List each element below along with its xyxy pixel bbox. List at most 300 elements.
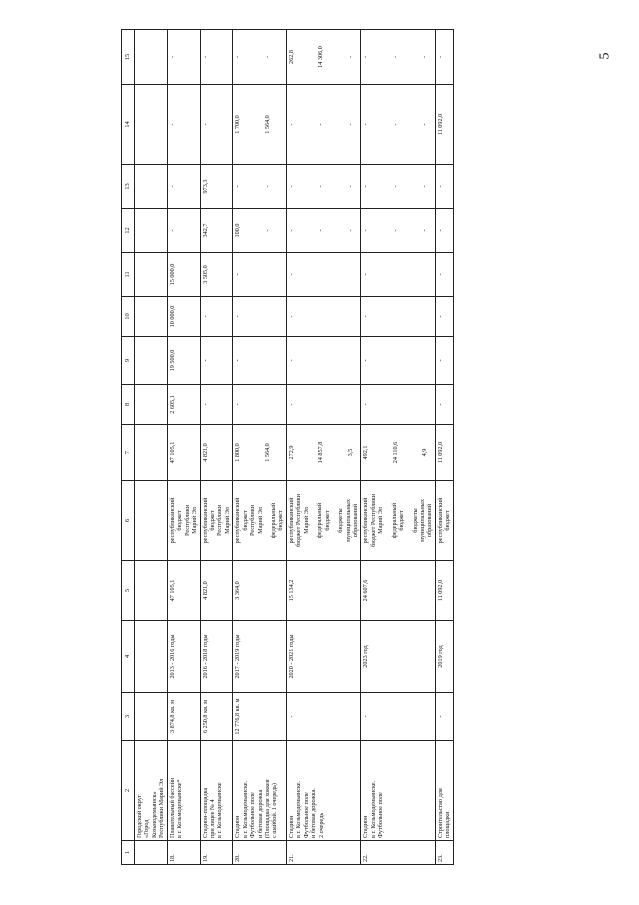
cell-value: - <box>436 273 444 276</box>
table-cell <box>361 693 436 741</box>
spacer <box>370 427 392 478</box>
spacer <box>399 87 421 162</box>
cell-value: 100,0 <box>234 223 242 238</box>
funding-source-line: Республики <box>249 504 257 537</box>
table-cell <box>233 741 287 841</box>
funding-source-line: Республики <box>183 504 191 537</box>
funding-source <box>337 483 359 558</box>
funding-source-line: бюджет <box>398 510 406 531</box>
cell-value: - <box>362 123 370 126</box>
col-header: 9 <box>122 337 135 385</box>
table-cell <box>435 297 453 337</box>
funding-source-line: бюджеты <box>337 508 345 533</box>
group-header-row <box>135 30 168 865</box>
cell-value: 47 105,1 <box>168 579 176 602</box>
cell-value: 18. <box>168 854 176 862</box>
funding-source-line: бюджеты <box>411 508 419 533</box>
cell-value: - <box>287 229 295 232</box>
table-cell <box>435 841 453 865</box>
funding-source <box>437 483 452 558</box>
table-cell <box>361 165 436 209</box>
funding-source-line: Республики <box>216 504 224 537</box>
funding-source-line: федеральный <box>390 502 398 539</box>
object-name-line: Строительство для <box>436 788 444 838</box>
cell-value: - <box>346 229 354 232</box>
table-cell <box>286 30 361 85</box>
cell-value: - <box>234 315 242 318</box>
spacer <box>370 32 392 82</box>
spacer <box>325 87 347 162</box>
cell-value: 47 105,1 <box>168 441 176 464</box>
cell-value: - <box>168 123 176 126</box>
table-cell <box>286 297 361 337</box>
group-title-line: «Город <box>143 819 151 838</box>
funding-source <box>169 483 199 558</box>
table-cell <box>286 561 361 621</box>
table-cell <box>135 209 168 253</box>
funding-source-line: бюджет <box>277 510 285 531</box>
object-name-line: 2 очередь <box>317 812 325 838</box>
table-cell <box>233 30 287 85</box>
table-cell <box>435 385 453 425</box>
table-cell <box>167 30 200 85</box>
object-name-line: в г. Козьмодемьянске. <box>369 780 377 838</box>
spacer <box>325 427 347 478</box>
table-cell <box>167 481 200 561</box>
table-cell <box>233 561 287 621</box>
col-header: 12 <box>122 209 135 253</box>
table-cell <box>200 693 233 741</box>
spacer <box>370 87 392 162</box>
rotated-table-container <box>121 30 639 865</box>
object-name-line: при лицее № 4 <box>208 799 216 838</box>
group-title-line: Городской округ <box>136 794 143 838</box>
table-cell <box>135 297 168 337</box>
cell-value: 19. <box>201 854 209 862</box>
table-cell <box>233 253 287 297</box>
funding-source-line: бюджет Республики <box>369 494 377 547</box>
cell-value: 19 500,0 <box>168 349 176 372</box>
col-header: 15 <box>122 30 135 85</box>
funding-source-line: Марий Эл <box>223 507 231 534</box>
cell-value: - <box>421 55 429 59</box>
cell-value: 342,7 <box>201 223 209 238</box>
table-cell <box>286 85 361 165</box>
col-header: 4 <box>122 621 135 693</box>
funding-source-line: республиканский <box>436 497 444 544</box>
table-cell <box>233 693 287 741</box>
table-cell <box>135 337 168 385</box>
table-cell <box>200 481 233 561</box>
cell-value: - <box>391 229 399 232</box>
cell-value: - <box>234 55 242 59</box>
table-cell <box>135 253 168 297</box>
spacer <box>242 167 264 206</box>
cell-value: 262,8 <box>287 50 295 64</box>
object-name-line: Стадион <box>362 815 370 838</box>
col-header: 1 <box>122 841 135 865</box>
table-cell <box>200 561 233 621</box>
cell-value: 3 505,0 <box>201 265 209 284</box>
table-cell <box>286 621 361 693</box>
table-cell <box>167 253 200 297</box>
funding-source-line: федеральный <box>316 502 324 539</box>
table-cell <box>200 165 233 209</box>
table-cell <box>361 30 436 85</box>
object-name-line: Плавательный бассейн <box>168 777 176 838</box>
column-number-row <box>122 30 135 865</box>
table-cell <box>233 841 287 865</box>
spacer <box>242 32 264 82</box>
cell-value: 4 821,0 <box>201 443 209 462</box>
col-header: 8 <box>122 385 135 425</box>
cell-value: - <box>287 403 295 406</box>
cell-value: - <box>362 359 370 362</box>
cell-value: 15 134,2 <box>287 579 295 602</box>
funding-source <box>270 483 285 558</box>
table-cell <box>200 841 233 865</box>
cell-value: - <box>391 55 399 59</box>
table-cell <box>167 165 200 209</box>
table-row <box>361 30 436 865</box>
object-name-line: (Площадка для хоккея <box>264 779 271 838</box>
spacer <box>295 32 317 82</box>
table-cell <box>167 209 200 253</box>
cell-value: - <box>362 55 370 59</box>
cell-value: 2023 год <box>362 645 370 668</box>
table-cell <box>361 385 436 425</box>
spacer <box>242 87 264 162</box>
cell-value: - <box>201 403 209 406</box>
table-row <box>233 30 287 865</box>
col-header: 10 <box>122 297 135 337</box>
spacer <box>295 211 317 250</box>
cell-value: 14 857,8 <box>317 441 325 464</box>
cell-value: 2013 - 2016 годы <box>168 634 176 679</box>
cell-value: - <box>234 359 242 362</box>
cell-value: - <box>346 185 354 188</box>
object-name-line: в г. Козьмодемьянске. <box>295 780 303 838</box>
table-cell <box>135 693 168 741</box>
table-cell <box>435 165 453 209</box>
col-header: 2 <box>122 741 135 841</box>
object-name-line: Стадион <box>234 815 242 838</box>
cell-value: - <box>317 185 325 188</box>
cell-value: - <box>287 315 295 318</box>
cell-value: - <box>263 185 271 188</box>
funding-source-line: республиканский <box>362 497 370 544</box>
cell-value: 2020 - 2021 годы <box>287 634 295 679</box>
cell-value: - <box>287 359 295 362</box>
funding-source-line: республиканский <box>287 497 295 544</box>
table-row <box>200 30 233 865</box>
cell-value: 10 000,0 <box>168 305 176 328</box>
spacer <box>295 427 317 478</box>
table-cell <box>135 85 168 165</box>
table-cell <box>135 561 168 621</box>
funding-source-line: Марий Эл <box>191 507 199 534</box>
cell-value: - <box>421 185 429 188</box>
table-cell <box>167 741 200 841</box>
funding-source-line: республиканский <box>201 497 209 544</box>
cell-value: 2017 - 2019 годы <box>234 634 242 679</box>
cell-value: - <box>436 315 444 318</box>
table-cell <box>167 385 200 425</box>
table-row <box>286 30 361 865</box>
cell-value: - <box>201 123 209 126</box>
object-name-line: с шайбой. 1 очередь) <box>271 783 279 838</box>
cell-value: 2019 год <box>436 645 444 668</box>
table-cell <box>286 385 361 425</box>
cell-value: - <box>436 55 444 59</box>
spacer <box>295 167 317 206</box>
cell-value: 22. <box>362 854 370 862</box>
table-cell <box>435 741 453 841</box>
cell-value: 3,5 <box>346 448 354 457</box>
table-cell <box>167 621 200 693</box>
funding-source <box>412 483 434 558</box>
table-cell <box>286 841 361 865</box>
cell-value: - <box>201 55 209 59</box>
funding-source-line: бюджет <box>323 510 331 531</box>
table-cell <box>286 425 361 481</box>
cell-value: - <box>234 403 242 406</box>
cell-value: 12 776,8 кв. м <box>234 698 242 735</box>
table-row <box>167 30 200 865</box>
table-cell <box>361 253 436 297</box>
table-cell <box>435 561 453 621</box>
table-cell <box>286 693 361 741</box>
table-cell <box>167 337 200 385</box>
funding-source-line: республиканский <box>168 497 176 544</box>
table-cell <box>200 741 233 841</box>
cell-value: - <box>263 55 271 59</box>
table-cell <box>135 621 168 693</box>
table-cell <box>167 85 200 165</box>
table-cell <box>361 337 436 385</box>
cell-value: 21. <box>287 854 295 862</box>
table-cell <box>200 297 233 337</box>
table-cell <box>167 561 200 621</box>
table-cell <box>435 425 453 481</box>
group-title-line: Козьмодемьянск» <box>150 791 158 838</box>
funding-source-line: республиканский <box>234 497 242 544</box>
cell-value: - <box>234 273 242 276</box>
object-name-line: в г. Козьмодемьянске <box>216 782 224 838</box>
cell-value: 24 110,6 <box>391 441 399 464</box>
cell-value: 11 092,0 <box>436 441 444 464</box>
spacer <box>325 211 347 250</box>
funding-source-line: федеральный <box>270 502 277 539</box>
cell-value: - <box>287 185 295 188</box>
spacer <box>399 167 421 206</box>
table-cell <box>167 425 200 481</box>
cell-value: - <box>263 229 271 232</box>
table-cell <box>361 621 436 693</box>
funding-source <box>234 483 264 558</box>
table-cell <box>135 385 168 425</box>
cell-value: 4,9 <box>421 448 429 457</box>
table-cell <box>233 85 287 165</box>
cell-value: 11 092,0 <box>436 579 444 602</box>
spacer <box>399 427 421 478</box>
funding-source <box>202 483 232 558</box>
spacer <box>325 167 347 206</box>
table-cell <box>233 385 287 425</box>
cell-value: - <box>287 715 295 718</box>
cell-value: - <box>421 123 429 126</box>
table-cell <box>435 481 453 561</box>
table-cell <box>233 209 287 253</box>
table-cell <box>200 209 233 253</box>
table-cell <box>286 165 361 209</box>
col-header: 13 <box>122 165 135 209</box>
funding-source-line: образований <box>351 503 359 538</box>
table-cell <box>435 337 453 385</box>
table-cell <box>435 209 453 253</box>
table-cell <box>233 621 287 693</box>
spacer <box>295 87 317 162</box>
table-cell <box>361 481 436 561</box>
funding-source <box>316 483 331 558</box>
object-name-line: и беговая дорожка. <box>310 788 318 838</box>
cell-value: 3 364,0 <box>234 581 242 600</box>
funding-source-line: бюджет <box>444 510 452 531</box>
spacer <box>242 427 264 478</box>
cell-value: 2016 - 2018 годы <box>201 634 209 679</box>
cell-value: - <box>317 229 325 232</box>
cell-value: - <box>362 273 370 276</box>
table-cell <box>200 30 233 85</box>
col-header: 3 <box>122 693 135 741</box>
group-title-line: Республики Марий Эл <box>158 778 166 838</box>
col-header: 5 <box>122 561 135 621</box>
table-cell <box>286 337 361 385</box>
cell-value: - <box>168 229 176 232</box>
table-body <box>135 30 454 865</box>
table-cell <box>286 481 361 561</box>
col-header: 7 <box>122 425 135 481</box>
cell-value: 1 564,0 <box>263 443 271 462</box>
funding-source-line: муниципальных <box>419 499 426 542</box>
table-cell <box>233 481 287 561</box>
cell-value: 4 821,0 <box>201 581 209 600</box>
cell-value: - <box>436 715 444 718</box>
cell-value: - <box>436 403 444 406</box>
table-cell <box>361 425 436 481</box>
cell-value: 11 092,0 <box>436 113 444 136</box>
table-cell <box>435 85 453 165</box>
table-row <box>435 30 453 865</box>
funding-source-line: муниципальных <box>344 499 352 542</box>
funding-source-line: бюджет <box>241 510 249 531</box>
cell-value: - <box>362 403 370 406</box>
cell-value: - <box>346 123 354 126</box>
table-cell <box>135 165 168 209</box>
object-name-line: площадки <box>444 811 452 838</box>
funding-source-line: бюджет Республики <box>295 494 303 547</box>
cell-value: 1 800,0 <box>234 443 242 462</box>
table-cell <box>435 253 453 297</box>
spacer <box>370 167 392 206</box>
cell-value: 973,3 <box>201 179 209 194</box>
cell-value: - <box>391 123 399 126</box>
table-cell <box>286 741 361 841</box>
table-cell <box>200 425 233 481</box>
cell-value: - <box>168 55 176 59</box>
funding-source-line: бюджет <box>208 510 216 531</box>
col-header: 14 <box>122 85 135 165</box>
cell-value: - <box>436 359 444 362</box>
funding-source-line: Марий Эл <box>256 507 264 534</box>
table-cell <box>361 741 436 841</box>
cell-value: - <box>201 359 209 362</box>
funding-source-line: Марий Эл <box>302 507 310 534</box>
table-cell <box>361 297 436 337</box>
funding-source-line: бюджет <box>176 510 184 531</box>
group-title-cell <box>135 741 168 841</box>
table-cell <box>361 841 436 865</box>
funding-source <box>391 483 406 558</box>
table-cell <box>233 337 287 385</box>
table-cell <box>435 693 453 741</box>
table-cell <box>361 85 436 165</box>
cell-value: - <box>362 715 370 718</box>
cell-value: - <box>391 185 399 188</box>
table-cell <box>233 297 287 337</box>
table-cell <box>167 693 200 741</box>
cell-value: 492,1 <box>362 445 370 460</box>
table-cell <box>200 621 233 693</box>
table-cell <box>167 841 200 865</box>
cell-value: - <box>234 185 242 188</box>
funding-source-line: образований <box>426 503 434 538</box>
table-cell <box>361 209 436 253</box>
table-cell <box>200 85 233 165</box>
object-name-line: в г. Козьмодемьянске. <box>241 780 249 838</box>
spacer <box>370 211 392 250</box>
cell-value: 24 607,6 <box>362 579 370 602</box>
cell-value: 6 250,8 кв. м <box>201 699 209 734</box>
table-cell <box>286 209 361 253</box>
spacer <box>399 32 421 82</box>
table-cell <box>200 253 233 297</box>
cell-value: 3 874,8 кв. м <box>168 699 176 734</box>
object-name-line: Стадион-площадка <box>201 787 209 838</box>
table-cell <box>135 481 168 561</box>
table-cell <box>233 425 287 481</box>
table-cell <box>167 297 200 337</box>
table-cell <box>135 30 168 85</box>
cell-value: 1 700,0 <box>234 115 242 134</box>
cell-value: - <box>436 229 444 232</box>
object-name-line: Футбольное поле <box>249 792 257 838</box>
object-name-line: и беговая дорожка <box>256 789 264 838</box>
cell-value: - <box>287 273 295 276</box>
col-header: 6 <box>122 481 135 561</box>
cell-value: - <box>362 185 370 188</box>
cell-value: 1 564,0 <box>263 115 271 134</box>
cell-value: - <box>362 229 370 232</box>
object-name-line: Футбольное поле <box>302 792 310 838</box>
funding-source <box>288 483 310 558</box>
cell-value: - <box>317 123 325 126</box>
spacer <box>325 32 347 82</box>
cell-value: 23. <box>436 854 444 862</box>
object-name-line: Футбольное поле <box>377 792 385 838</box>
spacer <box>399 211 421 250</box>
program-table <box>121 29 454 865</box>
